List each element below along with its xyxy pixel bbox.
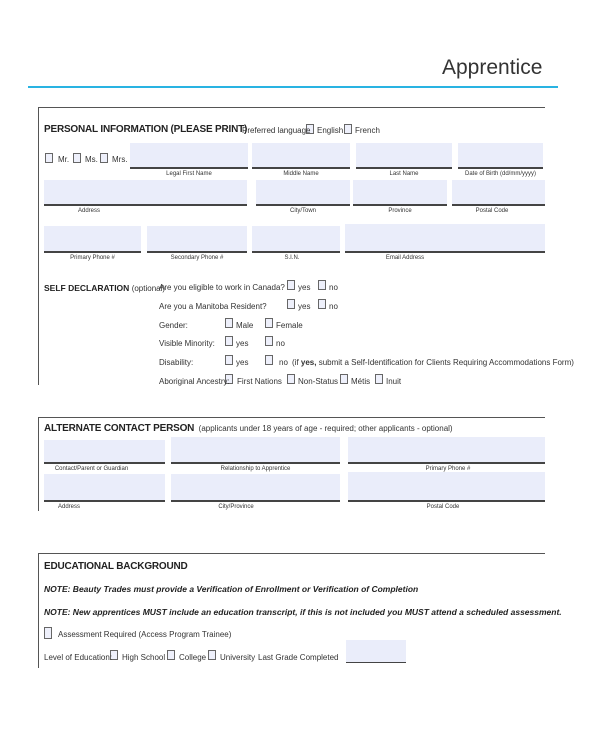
minority-no-label: no — [276, 339, 285, 348]
contact-address-field[interactable] — [44, 474, 165, 502]
female-label: Female — [276, 321, 303, 330]
college-label: College — [179, 653, 207, 662]
sin-field[interactable] — [252, 226, 340, 253]
university-label: University — [220, 653, 256, 662]
middle-name-label: Middle Name — [283, 171, 319, 177]
mr-label: Mr. — [58, 155, 70, 164]
email-label: Email Address — [385, 255, 425, 261]
metis-label: Métis — [351, 377, 371, 386]
education-note-2: NOTE: New apprentices MUST include an education transcript, if this is not included you MUST attend a scheduled assessment. — [44, 607, 562, 617]
non-status-checkbox[interactable] — [287, 374, 295, 384]
contact-postal-label: Postal Code — [426, 504, 460, 510]
work-no-checkbox[interactable] — [318, 280, 326, 290]
french-label: French — [355, 126, 380, 135]
email-field[interactable] — [345, 224, 545, 253]
dob-label: Date of Birth (dd/mm/yyyy) — [464, 171, 536, 177]
contact-address-label: Address — [57, 504, 80, 510]
english-label: English — [317, 126, 344, 135]
disability-yes-label: yes — [236, 358, 249, 367]
work-yes-checkbox[interactable] — [287, 280, 295, 290]
mrs-label: Mrs. — [112, 155, 128, 164]
education-note-1: NOTE: Beauty Trades must provide a Verification of Enrollment or Verification of Completion — [44, 584, 419, 594]
contact-city-field[interactable] — [171, 474, 340, 502]
first-nations-label: First Nations — [237, 377, 282, 386]
french-checkbox[interactable] — [344, 124, 352, 134]
contact-phone-label: Primary Phone # — [425, 466, 471, 472]
last-grade-field[interactable] — [346, 640, 406, 663]
section-border — [38, 417, 39, 511]
work-yes-label: yes — [298, 283, 311, 292]
self-declaration-title: SELF DECLARATION — [44, 283, 130, 293]
resident-yes-checkbox[interactable] — [287, 299, 295, 309]
section-border — [38, 107, 545, 108]
postal-code-field[interactable] — [452, 180, 545, 206]
secondary-phone-label: Secondary Phone # — [170, 255, 224, 261]
work-no-label: no — [329, 283, 338, 292]
disability-note-pre: (if — [292, 358, 301, 367]
personal-heading: PERSONAL INFORMATION (PLEASE PRINT) — [44, 124, 248, 135]
alternate-title: ALTERNATE CONTACT PERSON — [44, 423, 195, 434]
postal-code-label: Postal Code — [475, 208, 509, 214]
disability-no-checkbox[interactable] — [265, 355, 273, 365]
mr-checkbox[interactable] — [45, 153, 53, 163]
section-border — [38, 553, 39, 668]
level-label: Level of Education: — [44, 653, 113, 662]
minority-no-checkbox[interactable] — [265, 336, 273, 346]
contact-phone-field[interactable] — [348, 437, 545, 464]
high-school-label: High School — [122, 653, 166, 662]
title-rule — [28, 86, 558, 88]
section-border — [38, 417, 545, 418]
self-declaration-heading — [44, 283, 165, 293]
province-field[interactable] — [353, 180, 447, 206]
province-label: Province — [388, 208, 412, 214]
optional-label: (optional) — [131, 284, 166, 293]
secondary-phone-field[interactable] — [147, 226, 247, 253]
last-name-field[interactable] — [356, 143, 452, 169]
sin-label: S.I.N. — [284, 255, 300, 261]
university-checkbox[interactable] — [208, 650, 216, 660]
alternate-heading — [44, 421, 453, 435]
assessment-checkbox[interactable] — [44, 627, 52, 639]
contact-city-label: City/Province — [218, 504, 254, 510]
college-checkbox[interactable] — [167, 650, 175, 660]
minority-yes-label: yes — [236, 339, 249, 348]
first-name-field[interactable] — [130, 143, 248, 169]
male-checkbox[interactable] — [225, 318, 233, 328]
preferred-language-label: Preferred language — [242, 126, 311, 135]
assessment-label: Assessment Required (Access Program Trainee) — [58, 630, 232, 639]
contact-postal-field[interactable] — [348, 472, 545, 502]
primary-phone-field[interactable] — [44, 226, 141, 253]
disability-yes-checkbox[interactable] — [225, 355, 233, 365]
form-title: Apprentice — [442, 56, 543, 79]
mrs-checkbox[interactable] — [100, 153, 108, 163]
inuit-label: Inuit — [386, 377, 402, 386]
gender-label: Gender: — [159, 321, 188, 330]
city-label: City/Town — [289, 208, 316, 214]
minority-label: Visible Minority: — [159, 339, 215, 348]
education-heading: EDUCATIONAL BACKGROUND — [44, 561, 188, 572]
non-status-label: Non-Status — [298, 377, 339, 386]
primary-phone-label: Primary Phone # — [70, 255, 115, 261]
resident-yes-label: yes — [298, 302, 311, 311]
inuit-checkbox[interactable] — [375, 374, 383, 384]
disability-note-post: submit a Self-Identification for Clients Requiring Accommodations Form) — [316, 358, 574, 367]
relationship-field[interactable] — [171, 437, 340, 464]
ms-label: Ms. — [85, 155, 98, 164]
alternate-subtitle: (applicants under 18 years of age - required; other applicants - optional) — [198, 424, 453, 433]
dob-field[interactable] — [458, 143, 543, 169]
address-label: Address — [77, 208, 100, 214]
disability-note-yes: yes, — [300, 358, 317, 367]
section-border — [38, 553, 545, 554]
contact-name-label: Contact/Parent or Guardian — [54, 466, 129, 472]
middle-name-field[interactable] — [252, 143, 350, 169]
minority-yes-checkbox[interactable] — [225, 336, 233, 346]
first-name-label: Legal First Name — [166, 171, 212, 177]
section-border — [38, 107, 39, 385]
disability-no-label: no — [279, 358, 288, 367]
metis-checkbox[interactable] — [340, 374, 348, 384]
relationship-label: Relationship to Apprentice — [220, 466, 291, 472]
disability-label: Disability: — [159, 358, 194, 367]
contact-name-field[interactable] — [44, 440, 165, 464]
resident-no-label: no — [329, 302, 338, 311]
last-grade-label: Last Grade Completed — [258, 653, 339, 662]
work-question: Are you eligible to work in Canada? — [159, 283, 285, 292]
disability-note — [292, 358, 574, 367]
female-checkbox[interactable] — [265, 318, 273, 328]
address-field[interactable] — [44, 180, 247, 206]
ms-checkbox[interactable] — [73, 153, 81, 163]
aboriginal-label: Aboriginal Ancestry: — [159, 377, 230, 386]
male-label: Male — [236, 321, 254, 330]
last-name-label: Last Name — [389, 171, 419, 177]
resident-no-checkbox[interactable] — [318, 299, 326, 309]
resident-question: Are you a Manitoba Resident? — [159, 302, 267, 311]
city-field[interactable] — [256, 180, 350, 206]
